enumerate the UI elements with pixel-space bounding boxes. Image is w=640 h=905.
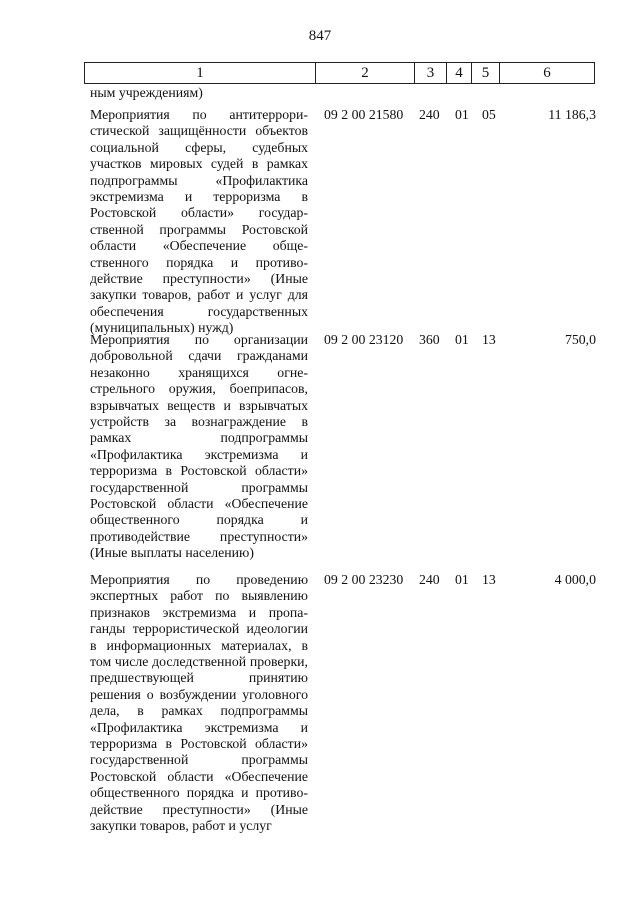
row-target-code: 09 2 00 23230 xyxy=(324,572,404,587)
row-expense-type: 360 xyxy=(419,332,440,347)
row-target-code: 09 2 00 23120 xyxy=(324,332,404,347)
row-description: Мероприятия по проведению экспертных работ по выявлению признаков экстремизма и пропаганды террористической идеологии в информационных материалах, в том числе доследственной проверки, предшествующей принятию решения о возбуждении уголовного дела, в рамках подпрограммы «Профилактика экстремизма и терроризма в Ростовской области» государственной программы Ростовской области «Обеспечение общественного порядка и противодействие преступности» (Иные закупки товаров, работ и услуг xyxy=(90,572,308,834)
row-amount: 11 186,3 xyxy=(548,107,596,122)
row-subsection: 13 xyxy=(482,572,496,587)
header-col-3: 3 xyxy=(414,63,446,83)
continuation-text: ным учреждениям) xyxy=(90,85,203,100)
row-amount: 4 000,0 xyxy=(554,572,596,587)
row-section: 01 xyxy=(455,332,469,347)
header-col-6: 6 xyxy=(499,63,594,83)
row-description: Мероприятия по антитеррористической защищённости объектов социальной сферы, судебных участков мировых судей в рамках подпрограммы «Профилактика экстремизма и терроризма в Ростовской области» государственной программы Ростовской области «Обеспечение общественного порядка и противодействие преступности» (Иные закупки товаров, работ и услуг для обеспечения государственных (муниципальных) нужд) xyxy=(90,107,308,336)
row-expense-type: 240 xyxy=(419,107,440,122)
header-col-2: 2 xyxy=(315,63,414,83)
row-subsection: 05 xyxy=(482,107,496,122)
row-description: Мероприятия по организации добровольной сдачи гражданами незаконно хранящихся огнестрельного оружия, боеприпасов, взрывчатых веществ и взрывчатых устройств за вознаграждение в рамках подпрограммы «Профилактика экстремизма и терроризма в Ростовской области» государственной программы Ростовской области «Обеспечение общественного порядка и противодействие преступности» (Иные выплаты населению) xyxy=(90,332,308,561)
row-expense-type: 240 xyxy=(419,572,440,587)
row-subsection: 13 xyxy=(482,332,496,347)
header-col-1: 1 xyxy=(196,64,204,81)
row-section: 01 xyxy=(455,572,469,587)
row-section: 01 xyxy=(455,107,469,122)
table-header xyxy=(84,62,595,84)
header-col-5: 5 xyxy=(471,63,499,83)
row-amount: 750,0 xyxy=(564,332,596,347)
header-col-4: 4 xyxy=(446,63,471,83)
page-number: 847 xyxy=(308,28,332,44)
row-target-code: 09 2 00 21580 xyxy=(324,107,404,122)
